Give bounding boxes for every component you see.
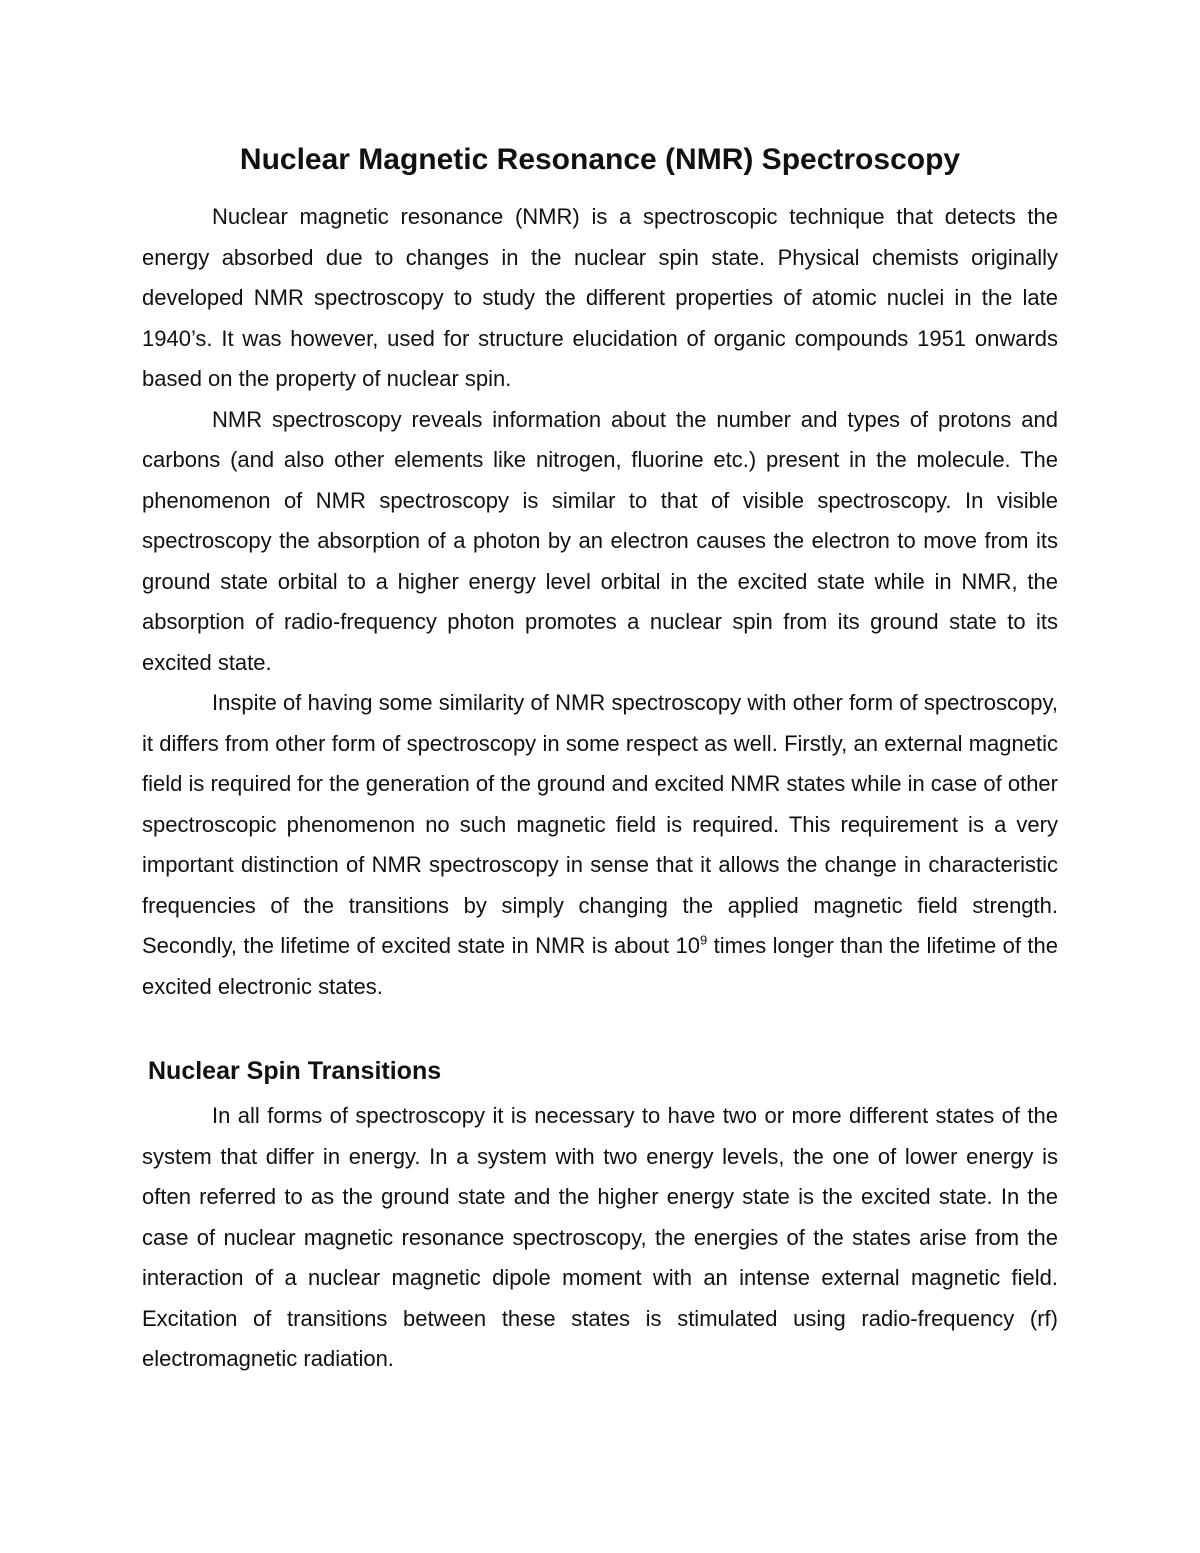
exponent: 9 [699, 932, 708, 948]
intro-section [142, 197, 1058, 1007]
paragraph-nmr-differences [142, 683, 1058, 1007]
spin-transitions-section [142, 1096, 1058, 1380]
page-title: Nuclear Magnetic Resonance (NMR) Spectroscopy [239, 143, 961, 176]
paragraph-text-end: times longer than the lifetime of the excited electronic states. [142, 933, 1058, 999]
paragraph-spin-transitions: In all forms of spectroscopy it is necessary to have two or more different states of the system that differ in energy. In a system with two energy levels, the one of lower energy is often referred to as the ground state and the higher energy state is the excited state. In the case of nuclear magnetic resonance spectroscopy, the energies of the states arise from the interaction of a nuclear magnetic dipole moment with an intense external magnetic field. Excitation of transitions between these states is stimulated using radio-frequency (rf) electromagnetic radiation. [142, 1103, 1058, 1371]
paragraph-nmr-definition: Nuclear magnetic resonance (NMR) is a spectroscopic technique that detects the energy absorbed due to changes in the nuclear spin state. Physical chemists originally developed NMR spectroscopy to study the different properties of atomic nuclei in the late 1940’s. It was however, used for structure elucidation of organic compounds 1951 onwards based on the property of nuclear spin. [142, 204, 1058, 391]
paragraph-nmr-information: NMR spectroscopy reveals information about the number and types of protons and carbons (and also other elements like nitrogen, fluorine etc.) present in the molecule. The phenomenon of NMR spectroscopy is similar to that of visible spectroscopy. In visible spectroscopy the absorption of a photon by an electron causes the electron to move from its ground state orbital to a higher energy level orbital in the excited state while in NMR, the absorption of radio-frequency photon promotes a nuclear spin from its ground state to its excited state. [142, 406, 1058, 675]
paragraph-text: Inspite of having some similarity of NMR spectroscopy with other form of spectroscopy, it differs from other form of spectroscopy in some respect as well. Firstly, an external magnetic field is required for the generation of the ground and excited NMR states while in case of other spectroscopic phenomenon no such magnetic field is required. This requirement is a very important distinction of NMR spectroscopy in sense that it allows the change in characteristic frequencies of the transitions by simply changing the applied magnetic field strength. Secondly, the lifetime of excited state in NMR is about 10 [142, 690, 1058, 958]
section-heading: Nuclear Spin Transitions [148, 1057, 442, 1085]
